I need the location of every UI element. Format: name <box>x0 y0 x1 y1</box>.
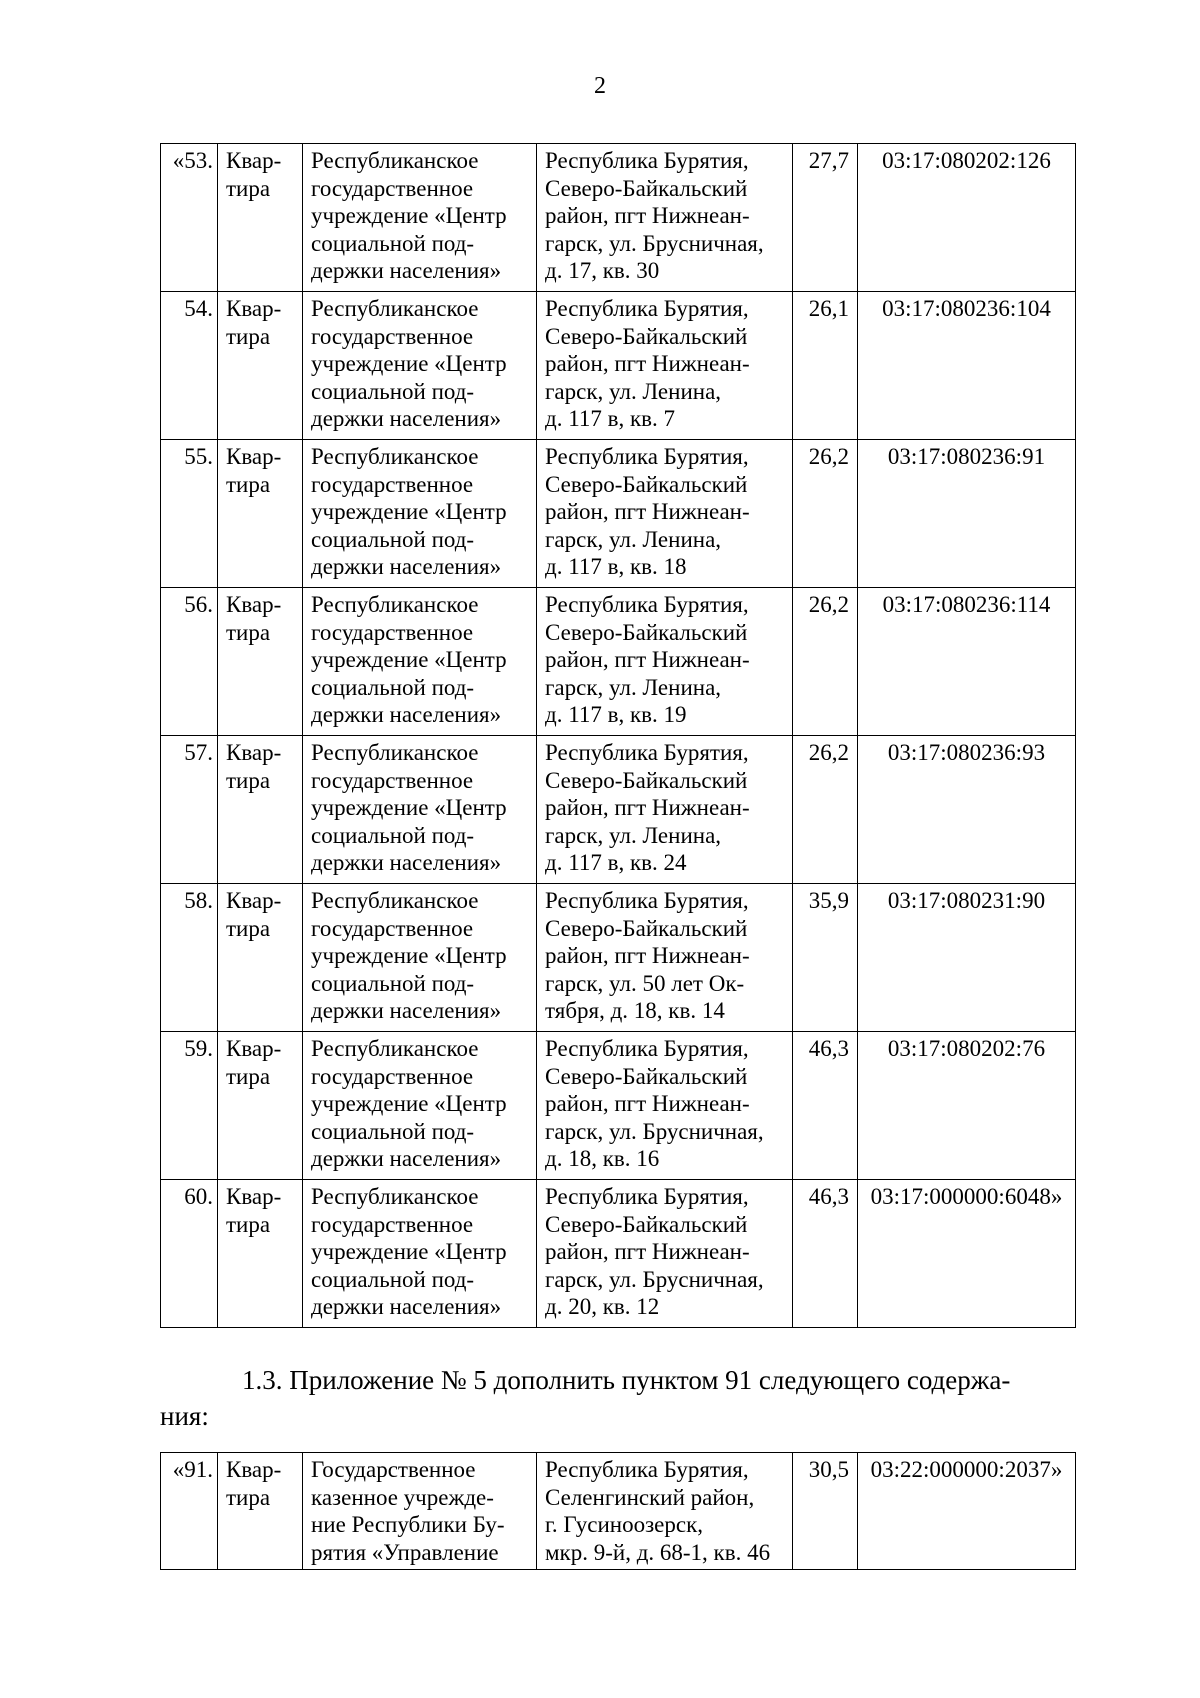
object-type-cell <box>218 1453 303 1570</box>
holder-cell-line: держки населения» <box>311 998 502 1024</box>
object-type-cell-line: Квар- <box>226 592 282 617</box>
address-cell-line: Республика Бурятия, <box>545 444 749 469</box>
object-type-cell-line: тира <box>226 175 271 201</box>
holder-cell-line: государственное <box>311 1211 474 1237</box>
cadastral-number-cell: 03:17:080202:76 <box>858 1032 1076 1180</box>
row-number-cell: 57. <box>161 736 218 884</box>
holder-cell <box>303 588 537 736</box>
address-cell-line: д. 17, кв. 30 <box>545 258 660 284</box>
object-type-cell-line: Квар- <box>226 296 282 321</box>
object-type-cell <box>218 144 303 292</box>
holder-cell-line: Республиканское <box>311 1036 479 1061</box>
object-type-cell-line: тира <box>226 1484 271 1510</box>
row-number-cell: «53. <box>161 144 218 292</box>
address-cell <box>537 588 793 736</box>
holder-cell-line: социальной под- <box>311 1266 475 1292</box>
address-cell-line: Северо-Байкальский <box>545 175 748 201</box>
paragraph-1-3 <box>160 1362 1075 1434</box>
object-type-cell <box>218 440 303 588</box>
table-row <box>161 736 1076 884</box>
address-cell-line: район, пгт Нижнеан- <box>545 203 750 229</box>
paragraph-line: 1.3. Приложение № 5 дополнить пунктом 91 следующего содержа- <box>242 1365 1011 1395</box>
additional-property-table-body <box>161 1453 1076 1570</box>
holder-cell-line: держки населения» <box>311 1146 502 1172</box>
cadastral-number-cell: 03:17:000000:6048» <box>858 1180 1076 1328</box>
object-type-cell <box>218 588 303 736</box>
address-cell-line: Северо-Байкальский <box>545 471 748 497</box>
holder-cell-line: держки населения» <box>311 406 502 432</box>
address-cell-line: Селенгинский район, <box>545 1484 755 1510</box>
object-type-cell <box>218 292 303 440</box>
holder-cell-line: Республиканское <box>311 888 479 913</box>
address-cell-line: тября, д. 18, кв. 14 <box>545 998 725 1024</box>
address-cell-line: гарск, ул. Ленина, <box>545 378 722 404</box>
area-cell: 35,9 <box>793 884 858 1032</box>
holder-cell <box>303 736 537 884</box>
area-cell: 46,3 <box>793 1180 858 1328</box>
cadastral-number-cell: 03:17:080231:90 <box>858 884 1076 1032</box>
address-cell-line: район, пгт Нижнеан- <box>545 647 750 673</box>
address-cell-line: район, пгт Нижнеан- <box>545 351 750 377</box>
cadastral-number-cell: 03:17:080236:93 <box>858 736 1076 884</box>
holder-cell-line: социальной под- <box>311 378 475 404</box>
holder-cell-line: Республиканское <box>311 296 479 321</box>
cadastral-number-cell: 03:17:080202:126 <box>858 144 1076 292</box>
address-cell <box>537 440 793 588</box>
holder-cell-line: держки населения» <box>311 702 502 728</box>
additional-property-table <box>160 1452 1076 1570</box>
address-cell-line: Республика Бурятия, <box>545 740 749 765</box>
cadastral-number-cell: 03:22:000000:2037» <box>858 1453 1076 1570</box>
holder-cell <box>303 1180 537 1328</box>
holder-cell-line: государственное <box>311 175 474 201</box>
table-row <box>161 884 1076 1032</box>
address-cell-line: район, пгт Нижнеан- <box>545 795 750 821</box>
holder-cell-line: ние Республики Бу- <box>311 1512 505 1538</box>
row-number-cell: 60. <box>161 1180 218 1328</box>
holder-cell-line: держки населения» <box>311 554 502 580</box>
address-cell-line: район, пгт Нижнеан- <box>545 499 750 525</box>
address-cell-line: гарск, ул. Брусничная, <box>545 230 764 256</box>
address-cell-line: Северо-Байкальский <box>545 323 748 349</box>
address-cell <box>537 1453 793 1570</box>
holder-cell-line: казенное учрежде- <box>311 1484 494 1510</box>
holder-cell-line: социальной под- <box>311 526 475 552</box>
holder-cell-line: государственное <box>311 471 474 497</box>
holder-cell-line: учреждение «Центр <box>311 647 507 673</box>
cadastral-number-cell: 03:17:080236:91 <box>858 440 1076 588</box>
table-row <box>161 1180 1076 1328</box>
address-cell-line: район, пгт Нижнеан- <box>545 1091 750 1117</box>
row-number-cell: 55. <box>161 440 218 588</box>
cadastral-number-cell: 03:17:080236:114 <box>858 588 1076 736</box>
address-cell <box>537 736 793 884</box>
object-type-cell-line: тира <box>226 323 271 349</box>
holder-cell-line: Республиканское <box>311 592 479 617</box>
holder-cell-line: держки населения» <box>311 850 502 876</box>
area-cell: 30,5 <box>793 1453 858 1570</box>
row-number-cell: 59. <box>161 1032 218 1180</box>
address-cell-line: гарск, ул. 50 лет Ок- <box>545 970 745 996</box>
object-type-cell-line: тира <box>226 1063 271 1089</box>
holder-cell-line: держки населения» <box>311 1294 502 1320</box>
address-cell <box>537 1180 793 1328</box>
address-cell-line: район, пгт Нижнеан- <box>545 1239 750 1265</box>
object-type-cell-line: тира <box>226 767 271 793</box>
table-row <box>161 144 1076 292</box>
holder-cell-line: учреждение «Центр <box>311 1239 507 1265</box>
address-cell-line: гарск, ул. Ленина, <box>545 526 722 552</box>
object-type-cell <box>218 1032 303 1180</box>
holder-cell-line: учреждение «Центр <box>311 499 507 525</box>
address-cell-line: гарск, ул. Брусничная, <box>545 1266 764 1292</box>
object-type-cell <box>218 884 303 1032</box>
address-cell <box>537 144 793 292</box>
object-type-cell-line: Квар- <box>226 148 282 173</box>
holder-cell-line: государственное <box>311 915 474 941</box>
address-cell-line: район, пгт Нижнеан- <box>545 943 750 969</box>
address-cell-line: гарск, ул. Брусничная, <box>545 1118 764 1144</box>
address-cell-line: Республика Бурятия, <box>545 1457 749 1482</box>
table-row <box>161 440 1076 588</box>
row-number-cell: «91. <box>161 1453 218 1570</box>
object-type-cell-line: Квар- <box>226 1036 282 1061</box>
holder-cell-line: государственное <box>311 767 474 793</box>
address-cell-line: д. 18, кв. 16 <box>545 1146 660 1172</box>
object-type-cell <box>218 736 303 884</box>
address-cell-line: д. 117 в, кв. 24 <box>545 850 687 876</box>
holder-cell <box>303 440 537 588</box>
holder-cell <box>303 884 537 1032</box>
paragraph-line: ния: <box>160 1401 209 1431</box>
holder-cell-line: учреждение «Центр <box>311 943 507 969</box>
table-row <box>161 1453 1076 1570</box>
holder-cell-line: социальной под- <box>311 1118 475 1144</box>
object-type-cell-line: тира <box>226 471 271 497</box>
holder-cell-line: рятия «Управление <box>311 1539 499 1565</box>
holder-cell-line: учреждение «Центр <box>311 203 507 229</box>
address-cell-line: мкр. 9-й, д. 68-1, кв. 46 <box>545 1539 771 1565</box>
address-cell-line: г. Гусиноозерск, <box>545 1512 704 1538</box>
row-number-cell: 54. <box>161 292 218 440</box>
holder-cell-line: держки населения» <box>311 258 502 284</box>
address-cell-line: д. 20, кв. 12 <box>545 1294 660 1320</box>
address-cell-line: Республика Бурятия, <box>545 1184 749 1209</box>
holder-cell-line: социальной под- <box>311 970 475 996</box>
object-type-cell-line: Квар- <box>226 1457 282 1482</box>
object-type-cell-line: тира <box>226 915 271 941</box>
holder-cell-line: Республиканское <box>311 444 479 469</box>
address-cell <box>537 292 793 440</box>
property-table <box>160 143 1076 1328</box>
address-cell-line: Республика Бурятия, <box>545 148 749 173</box>
holder-cell-line: социальной под- <box>311 230 475 256</box>
table-row <box>161 588 1076 736</box>
holder-cell <box>303 1453 537 1570</box>
holder-cell-line: Государственное <box>311 1457 476 1482</box>
area-cell: 46,3 <box>793 1032 858 1180</box>
object-type-cell-line: Квар- <box>226 444 282 469</box>
address-cell-line: гарск, ул. Ленина, <box>545 674 722 700</box>
object-type-cell-line: Квар- <box>226 1184 282 1209</box>
holder-cell-line: учреждение «Центр <box>311 351 507 377</box>
address-cell-line: Северо-Байкальский <box>545 915 748 941</box>
property-table-body <box>161 144 1076 1328</box>
area-cell: 27,7 <box>793 144 858 292</box>
page-number: 2 <box>594 73 606 99</box>
address-cell-line: д. 117 в, кв. 7 <box>545 406 675 432</box>
area-cell: 26,2 <box>793 440 858 588</box>
address-cell-line: гарск, ул. Ленина, <box>545 822 722 848</box>
address-cell-line: Республика Бурятия, <box>545 296 749 321</box>
address-cell-line: д. 117 в, кв. 19 <box>545 702 687 728</box>
holder-cell-line: государственное <box>311 1063 474 1089</box>
holder-cell-line: учреждение «Центр <box>311 795 507 821</box>
address-cell-line: Северо-Байкальский <box>545 619 748 645</box>
holder-cell <box>303 1032 537 1180</box>
row-number-cell: 56. <box>161 588 218 736</box>
address-cell <box>537 1032 793 1180</box>
address-cell-line: Республика Бурятия, <box>545 1036 749 1061</box>
cadastral-number-cell: 03:17:080236:104 <box>858 292 1076 440</box>
table-row <box>161 292 1076 440</box>
table-row <box>161 1032 1076 1180</box>
holder-cell-line: социальной под- <box>311 674 475 700</box>
holder-cell-line: социальной под- <box>311 822 475 848</box>
holder-cell-line: государственное <box>311 619 474 645</box>
address-cell-line: Северо-Байкальский <box>545 1063 748 1089</box>
area-cell: 26,1 <box>793 292 858 440</box>
row-number-cell: 58. <box>161 884 218 1032</box>
object-type-cell-line: тира <box>226 1211 271 1237</box>
address-cell-line: Северо-Байкальский <box>545 1211 748 1237</box>
area-cell: 26,2 <box>793 588 858 736</box>
holder-cell-line: Республиканское <box>311 148 479 173</box>
address-cell-line: Республика Бурятия, <box>545 592 749 617</box>
address-cell-line: д. 117 в, кв. 18 <box>545 554 687 580</box>
holder-cell <box>303 292 537 440</box>
address-cell-line: Северо-Байкальский <box>545 767 748 793</box>
object-type-cell-line: тира <box>226 619 271 645</box>
area-cell: 26,2 <box>793 736 858 884</box>
holder-cell-line: Республиканское <box>311 740 479 765</box>
object-type-cell <box>218 1180 303 1328</box>
object-type-cell-line: Квар- <box>226 740 282 765</box>
holder-cell-line: государственное <box>311 323 474 349</box>
holder-cell-line: Республиканское <box>311 1184 479 1209</box>
address-cell <box>537 884 793 1032</box>
holder-cell-line: учреждение «Центр <box>311 1091 507 1117</box>
holder-cell <box>303 144 537 292</box>
object-type-cell-line: Квар- <box>226 888 282 913</box>
address-cell-line: Республика Бурятия, <box>545 888 749 913</box>
